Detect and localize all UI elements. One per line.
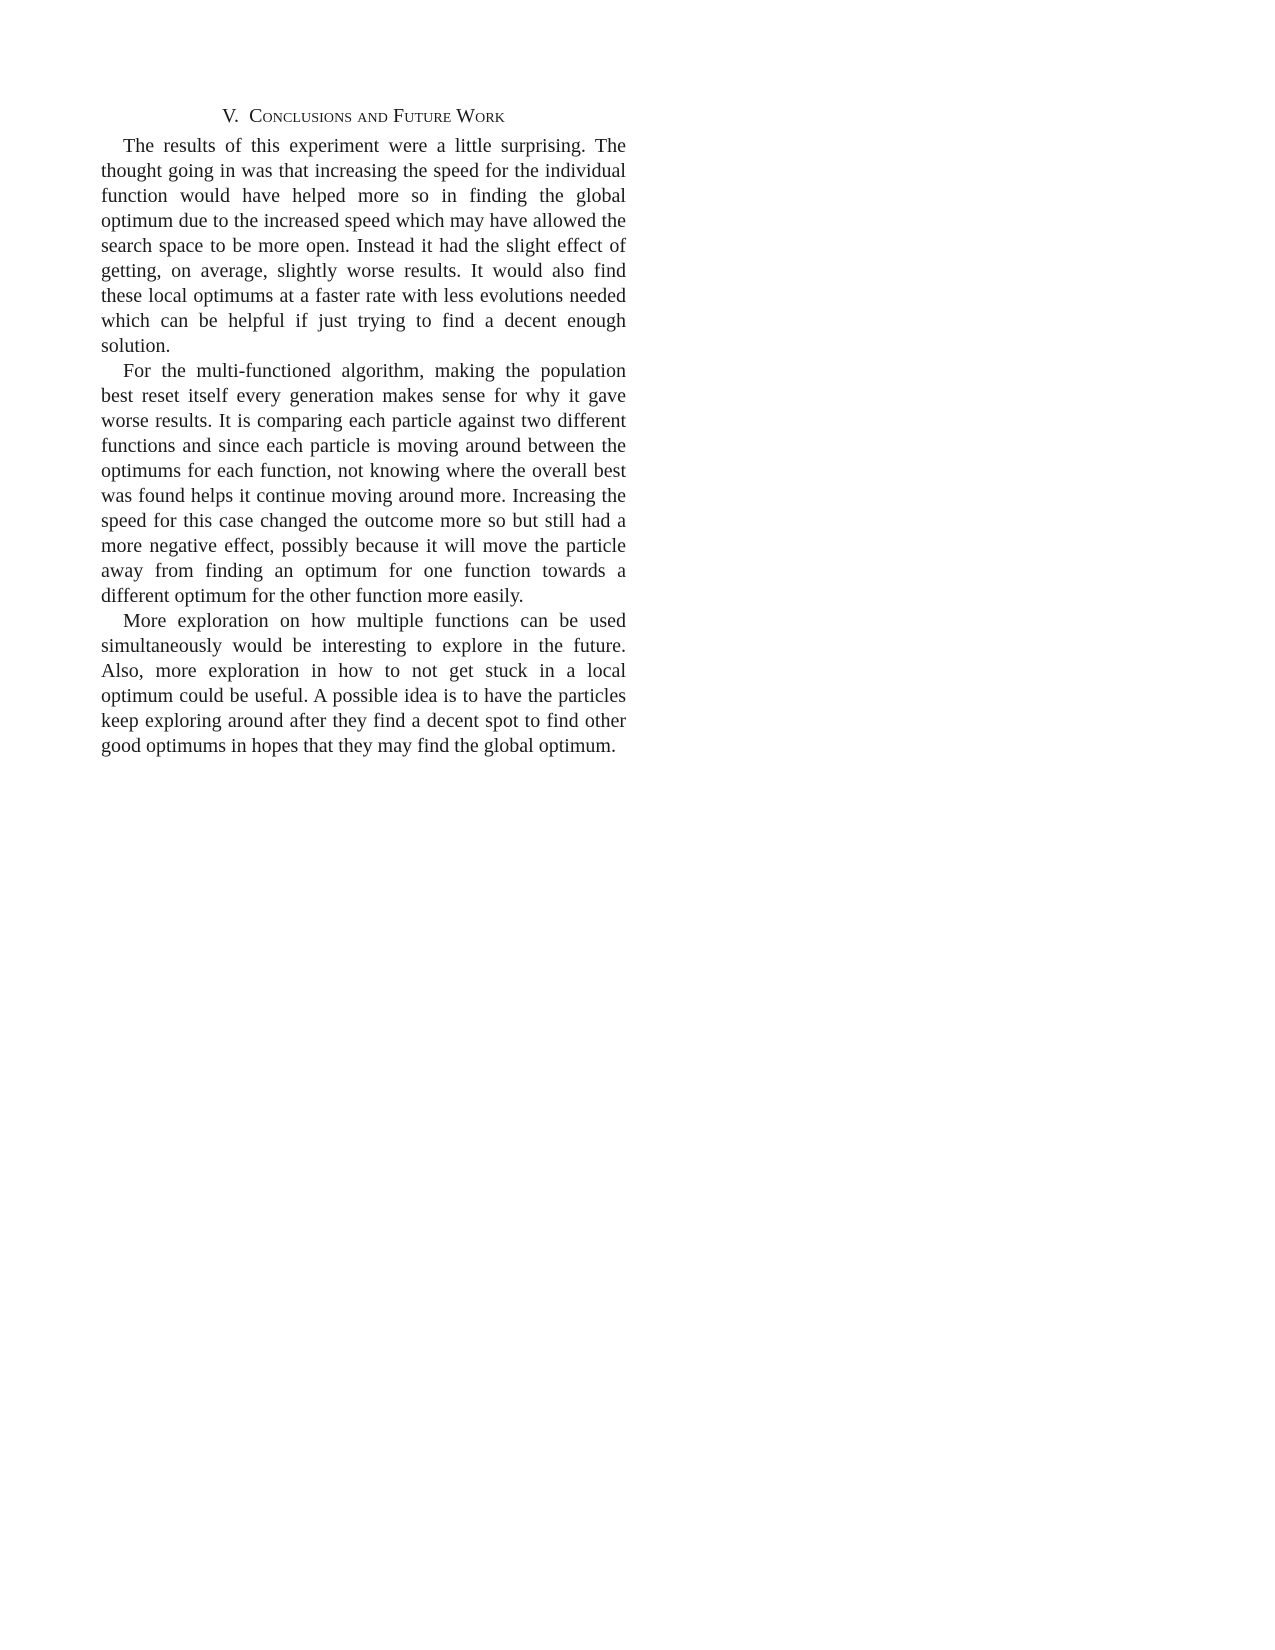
paragraph-future-work: More exploration on how multiple functions can be used simultaneously would be interesting to explore in the future. Also, more exploration in how to not get stuck in a local optimum could be useful. A possible idea is to have the particles keep exploring around after they find a decent spot to find other good optimums in hopes that they may find the global optimum.	[101, 610, 626, 757]
text-column	[101, 103, 626, 759]
paragraph-results: The results of this experiment were a little surprising. The thought going in was that increasing the speed for the individual function would have helped more so in finding the global optimum due to the increased speed which may have allowed the search space to be more open. Instead it had the slight effect of getting, on average, slightly worse results. It would also find these local optimums at a faster rate with less evolutions needed which can be helpful if just trying to find a decent enough solution.	[101, 135, 626, 357]
section-number: V.	[222, 105, 240, 127]
paragraph-multi-function: For the multi-functioned algorithm, making the population best reset itself every generation makes sense for why it gave worse results. It is comparing each particle against two different functions and since each particle is moving around between the optimums for each function, not knowing where the overall best was found helps it continue moving around more. Increasing the speed for this case changed the outcome more so but still had a more negative effect, possibly because it will move the particle away from finding an optimum for one function towards a different optimum for the other function more easily.	[101, 360, 626, 607]
section-title: Conclusions and Future Work	[249, 105, 505, 127]
section-heading	[101, 103, 626, 129]
